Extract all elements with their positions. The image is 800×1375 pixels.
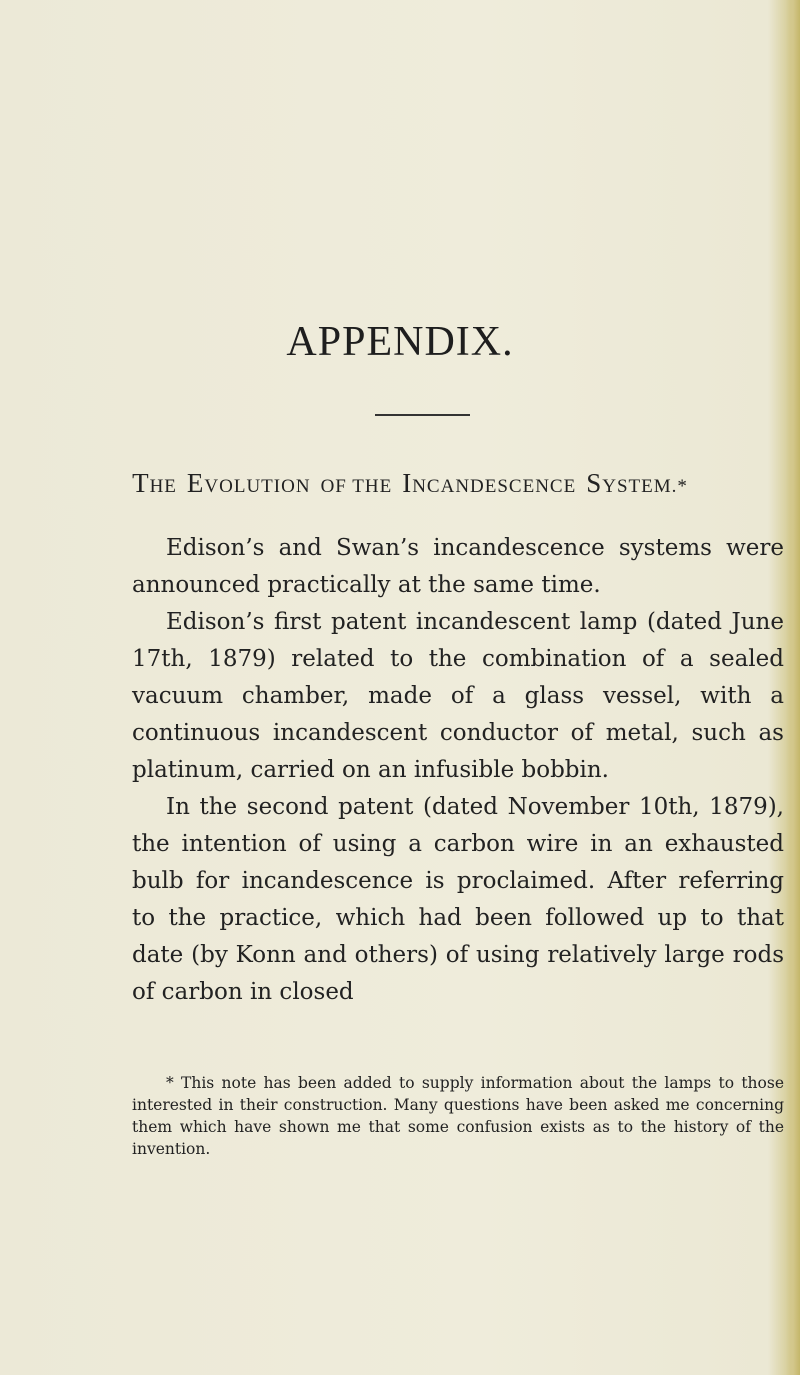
title-word-incandescence: INCANDESCENCE: [402, 468, 577, 498]
footnote: [132, 1072, 784, 1160]
paragraph-3: In the second patent (dated November 10th, 1879), the intention of using a carbon wire in an exhausted bulb for incandescence is proclaimed. After referring to the practice, which had been followed up to that date (by Konn and others) of using relatively large rods of carbon in closed: [132, 794, 784, 1005]
footnote-text: * This note has been added to supply information about the lamps to those interested in their construction. Many questions have been asked me concerning them which have shown me that some confusion exists as to the history of the invention.: [132, 1074, 784, 1158]
paragraph-2: Edison’s first patent incandescent lamp (dated June 17th, 1879) related to the combination of a sealed vacuum chamber, made of a glass vessel, with a continuous incandescent conductor of metal, such as platinum, carried on an infusible bobbin.: [132, 609, 784, 783]
title-word-the: THE: [132, 468, 177, 498]
section-title: [0, 468, 800, 499]
title-word-evolution: EVOLUTION: [186, 468, 311, 498]
title-word-system: SYSTEM.*: [586, 468, 688, 498]
body-text: [132, 530, 784, 1011]
title-words-of-the: OF THE: [320, 476, 393, 497]
page-edge: [786, 0, 800, 1375]
paragraph-1: Edison’s and Swan’s incandescence systems were announced practically at the same time.: [132, 535, 784, 598]
page-heading: APPENDIX.: [286, 319, 514, 365]
heading-rule: [375, 414, 470, 416]
